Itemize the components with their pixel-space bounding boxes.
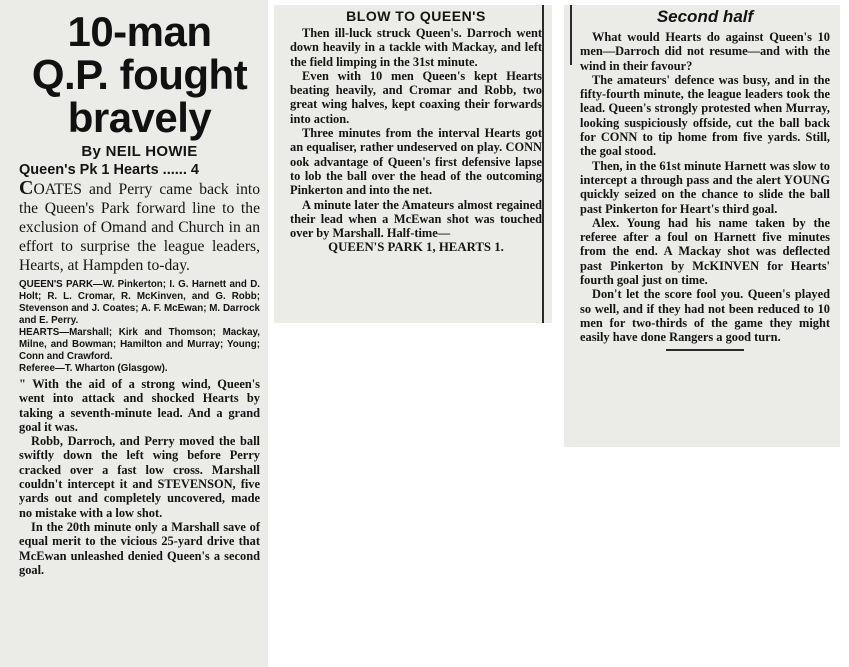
lineup-queens-park: QUEEN'S PARK—W. Pinkerton; I. G. Harnett and D. Holt; R. L. Cromar, R. McKinven, and G. Robb; Stevenson and J. Coates; A. F. McEwan; M. Darrock and E. Perry. [19, 279, 260, 326]
column-rule [542, 5, 544, 323]
subheading-second-half: Second half [656, 7, 754, 26]
paragraph: Don't let the score fool you. Queen's played so well, and if they had not been reduced to 10 men for two-thirds of the game they might easily have done Rangers a good turn. [580, 287, 830, 345]
paragraph: Even with 10 men Queen's kept Hearts beating heavily, and Cromar and Robb, two great wing halves, kept coaxing their forwards into action. [290, 68, 542, 126]
lead-paragraph [19, 179, 260, 275]
article-column-1 [0, 0, 268, 667]
headline-line: Q.P. fought [31, 51, 248, 98]
headline [19, 10, 260, 139]
article-body-3 [580, 30, 830, 345]
paragraph: Then, in the 61st minute Harnett was slow to intercept a through pass and the alert YOUNG quickly seized on the chance to slide the ball past Pinkerton for Heart's third goal. [580, 158, 830, 216]
headline-line: bravely [67, 94, 212, 141]
paragraph: Three minutes from the interval Hearts got an equaliser, rather undeserved on play. CONN ook advantage of Queen's first defensive lapse to lob the ball over the head of the outcoming Pinkerton and into the net. [290, 126, 542, 198]
team-lineups [19, 279, 260, 375]
paragraph: Alex. Young had his name taken by the referee after a foul on Harnett five minutes from the end. A Mackay shot was deflected past Pinkerton by McKINVEN for Hearts' fourth goal just on time. [580, 215, 830, 288]
paragraph: " With the aid of a strong wind, Queen's went into attack and shocked Hearts by taking a seventh-minute lead. And a grand goal it was. [19, 377, 260, 434]
paragraph: A minute later the Amateurs almost regained their lead when a McEwan shot was touched over by Marshall. Half-time— [290, 197, 542, 241]
score-line: Queen's Pk 1 Hearts ...... 4 [19, 162, 199, 178]
column-rule [570, 5, 572, 65]
article-body-2 [290, 26, 542, 255]
paragraph: The amateurs' defence was busy, and in the fifty-fourth minute, the league leaders took the lead. Queen's strongly protested when Murray, looking suspiciously offside, cut the ball back for CONN to tip home from five yards. Still, the goal stood. [580, 72, 830, 159]
paragraph: Then ill-luck struck Queen's. Darroch went down heavily in a tackle with Mackay, and left the field limping in the 31st minute. [290, 26, 542, 69]
headline-line: 10-man [67, 8, 212, 55]
paragraph: What would Hearts do against Queen's 10 men—Darroch did not resume—and with the wind in their favour? [580, 30, 830, 73]
referee-line: Referee—T. Wharton (Glasgow). [19, 363, 168, 374]
article-column-2 [274, 5, 552, 323]
article-column-3 [564, 5, 840, 447]
halftime-score: QUEEN'S PARK 1, HEARTS 1. [328, 240, 504, 255]
drop-cap: C [19, 177, 34, 199]
lead-text: OATES and Perry came back into the Queen's Park forward line to the exclusion of Omand and Church in an effort to surprise the league leaders, Hearts, at Hampden to-day. [19, 181, 260, 274]
byline: By NEIL HOWIE [81, 143, 198, 160]
end-divider [666, 349, 744, 351]
paragraph: In the 20th minute only a Marshall save of equal merit to the vicious 25-yard drive that McEwan unleashed denied Queen's a second goal. [19, 519, 260, 577]
subheading-blow-to-queens: BLOW TO QUEEN'S [346, 8, 486, 24]
lineup-hearts: HEARTS—Marshall; Kirk and Thomson; Mackay, Milne, and Bowman; Hamilton and Murray; Young; Conn and Crawford. [19, 327, 260, 362]
article-body-1 [19, 377, 260, 577]
paragraph: Robb, Darroch, and Perry moved the ball swiftly down the left wing before Perry cracked over a fast low cross. Marshall couldn't intercept it and STEVENSON, five yards out and completely uncovered, made no mistake with a low shot. [19, 434, 260, 520]
